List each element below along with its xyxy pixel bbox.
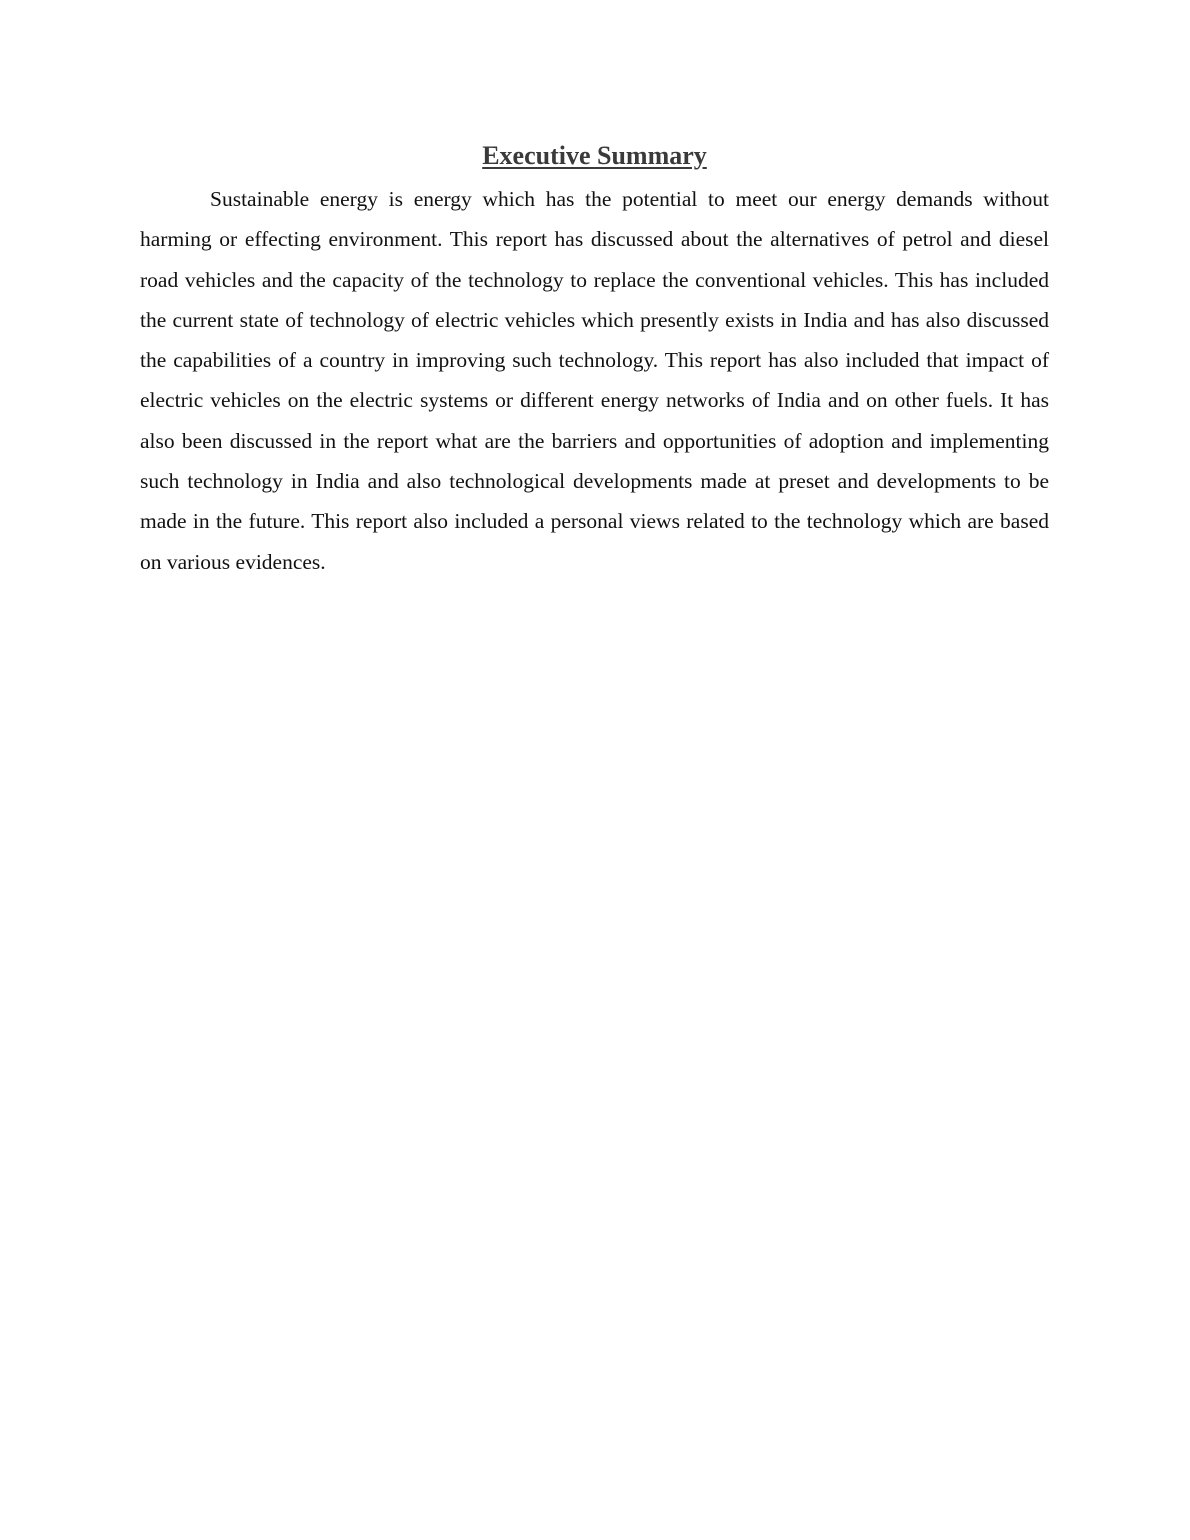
document-content [140,138,1049,582]
summary-paragraph: Sustainable energy is energy which has the potential to meet our energy demands without harming or effecting environment. This report has discussed about the alternatives of petrol and diesel road vehicles and the capacity of the technology to replace the conventional vehicles. This has included the current state of technology of electric vehicles which presently exists in India and has also discussed the capabilities of a country in improving such technology. This report has also included that impact of electric vehicles on the electric systems or different energy networks of India and on other fuels. It has also been discussed in the report what are the barriers and opportunities of adoption and implementing such technology in India and also technological developments made at preset and developments to be made in the future. This report also included a personal views related to the technology which are based on various evidences. [140,187,1049,574]
page-title: Executive Summary [482,141,707,170]
